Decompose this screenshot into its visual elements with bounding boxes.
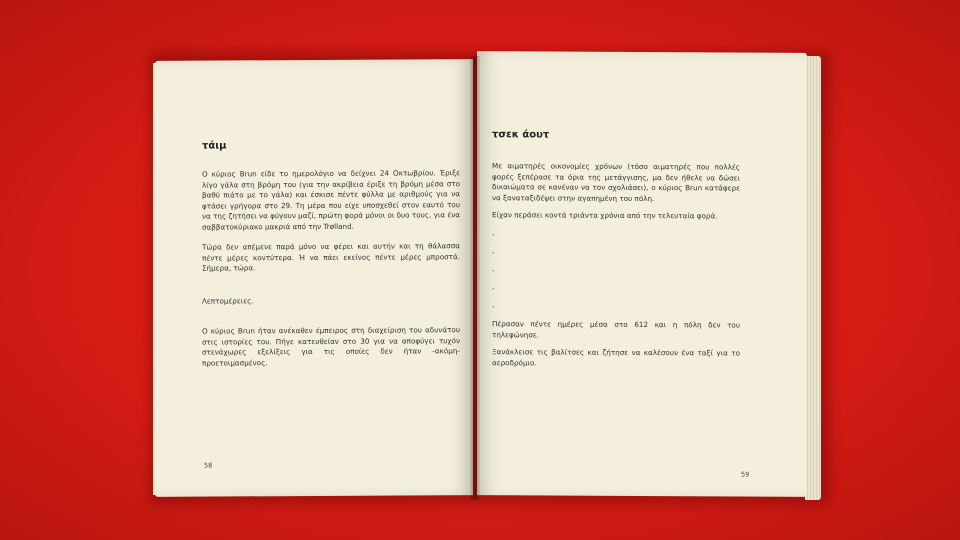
right-page-heading: τσεκ άουτ: [492, 129, 550, 141]
left-paragraph-3: Λεπτομέρειες.: [202, 296, 254, 306]
ellipsis-dot: .: [492, 246, 495, 256]
right-paragraph-2: Είχαν περάσει κοντά τριάντα χρόνια από την τελευταία φορά.: [492, 210, 718, 221]
right-page-edge: [805, 56, 821, 500]
right-page-number: 59: [741, 470, 750, 479]
right-paragraph-4: Ξανάκλεισε τις βαλίτσες και ζήτησε να καλέσουν ένα ταξί για το αεροδρόμιο.: [492, 347, 740, 368]
right-paragraph-1: Με αιματηρές οικονομίες χρόνων (τόσο αιματηρές που πολλές φορές ξεπέρασε τα όρια της μετάγγισης, μα δεν ήθελε να δώσει δικαιώματα σε κανέναν να τον σχολιάσει), ο κύριος Brun κατάφερε να ξαναταξιδέψει στην αγαπημένη του πόλη.: [492, 161, 740, 203]
right-paragraph-3: Πέρασαν πέντε ημέρες μέσα στο 612 και η πόλη δεν του τηλεφώνησε.: [492, 319, 740, 340]
ellipsis-dot: .: [492, 300, 495, 310]
ellipsis-dot: .: [492, 228, 495, 238]
right-page: [477, 51, 807, 497]
left-page-number: 58: [204, 461, 213, 470]
left-paragraph-1: Ο κύριος Brun είδε το ημερολόγιο να δείχνει 24 Οκτωβρίου. Έριξε λίγο γάλα στη βρόμη του (για την ακρίβεια έριξε τη βρόμη μέσα στο βαθύ πιάτο με το γάλα) και έσκισε πέντε φύλλα με αριθμούς για να φτάσει γρήγορα στο 29. Τη μέρα που είχε υποσχεθεί στον εαυτό του να της ζητήσει να φύγουν μαζί, πρώτη φορά μόνοι οι δυο τους, για ένα σαββατοκύριακο μακριά από την Trølland.: [202, 168, 460, 232]
left-paragraph-4: Ο κύριος Brun ήταν ανέκαθεν έμπειρος στη διαχείριση του αδυνάτου στις ιστορίες του. Πήγε κατευθείαν στο 30 για να αποφύγει τυχόν στενάχωρες εξελίξεις για τις οποίες δεν ήταν -ακόμη- προετοιμασμένος.: [202, 325, 460, 368]
ellipsis-dot: .: [492, 264, 495, 274]
left-page: [155, 59, 473, 497]
left-page-heading: τάιμ: [202, 140, 227, 152]
book-gutter: [470, 56, 480, 500]
ellipsis-dot: .: [492, 282, 495, 292]
left-paragraph-2: Τώρα δεν απέμενε παρά μόνο να φέρει και αυτήν και τη θάλασσα πέντε μέρες κοντύτερα. Ή να πάει εκείνος πέντε μέρες μπροστά. Σήμερα, τώρα.: [202, 241, 460, 273]
